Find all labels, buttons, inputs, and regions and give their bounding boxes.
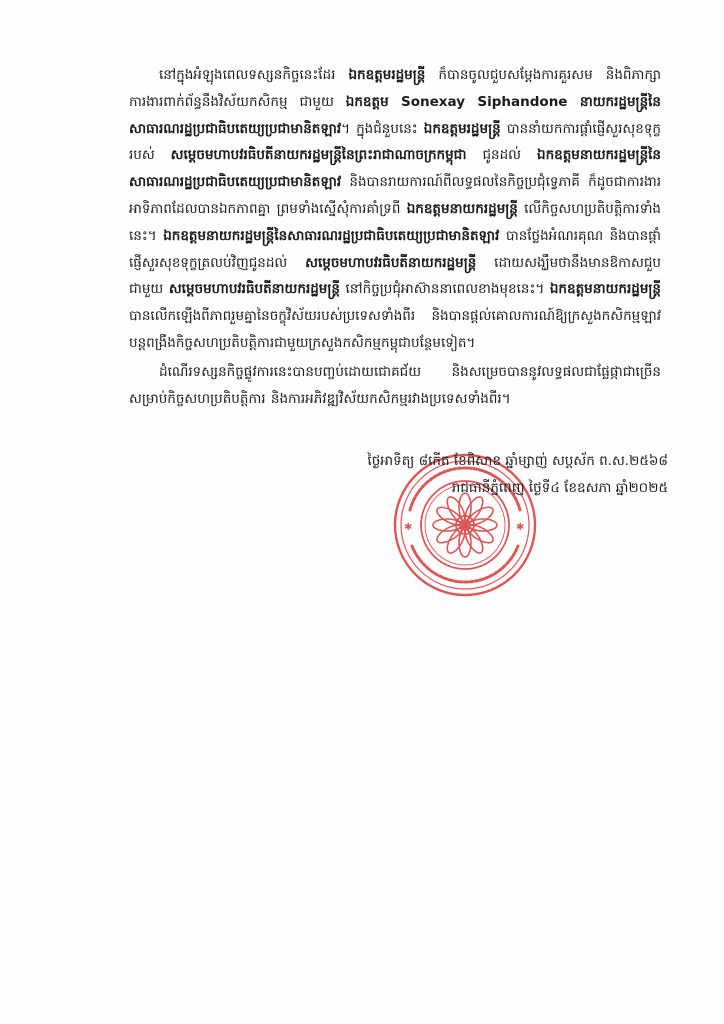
text-run: នៅក្នុងអំឡុងពេលទស្សនកិច្ចនេះដែរ bbox=[159, 67, 349, 83]
bold-text-run: ឯកឧត្តមរដ្ឋមន្ត្រី bbox=[348, 67, 426, 83]
text-run: ជូនដល់ bbox=[466, 147, 537, 164]
bold-text-run: ឯកឧត្តមនាយករដ្ឋមន្ត្រីនៃសាធារណរដ្ឋប្រជាធិបតេយ្យប្រជាមានិតឡាវ bbox=[163, 227, 500, 244]
paragraph-1 bbox=[129, 62, 661, 357]
location-solar-date: រាជធានីភ្នំពេញ ថ្ងៃទី៤ ខែឧសភា ឆ្នាំ២០២៥ bbox=[451, 480, 668, 496]
document-body bbox=[129, 62, 661, 412]
text-run: ។ ក្នុងជំនួបនេះ bbox=[341, 120, 424, 137]
paragraph-2: ដំណើរទស្សនកិច្ចផ្លូវការនេះបានបញ្ចប់ដោយជោគជ័យ និងសម្រេចបាននូវលទ្ធផលជាផ្លែផ្កាជាច្រើនសម្រាប់កិច្ចសហប្រតិបត្តិការ និងការអភិវឌ្ឍវិស័យកសិកម្មរវាងប្រទេសទាំងពីរ។ bbox=[129, 363, 661, 407]
bold-text-run: សម្តេចមហាបវរធិបតីនាយករដ្ឋមន្ត្រីនៃព្រះរាជាណាចក្រកម្ពុជា bbox=[170, 147, 467, 164]
lunar-date: ថ្ងៃអាទិត្យ ៨កើត ខែពិសាខ ឆ្នាំម្សាញ់ សប្តស័ក ព.ស.២៥៦៨ bbox=[367, 453, 668, 469]
text-run: បានថ្លែងអំណរគុណ និងបានផ្តាំផ្ញើសួរសុខទុក្ខត្រលប់វិញជូនដល់ bbox=[129, 227, 661, 271]
bold-text-run: សម្តេចមហាបវរធិបតីនាយករដ្ឋមន្ត្រី bbox=[305, 254, 477, 271]
text-run: និងបានរាយការណ៍ពីលទ្ធផលនៃកិច្ចប្រជុំទ្វេភាគី ក៏ដូចជាការងារអាទិភាពដែលបានឯកភាពគ្នា ព្រមទាំងស្នើសុំការគាំទ្រពី bbox=[129, 174, 661, 217]
bold-text-run: ឯកឧត្តមនាយករដ្ឋមន្ត្រី bbox=[406, 200, 518, 217]
text-run: បាននាំយកការផ្តាំផ្ញើសួរសុខទុក្ខរបស់ bbox=[129, 120, 661, 164]
text-run: លើកិច្ចសហប្រតិបត្តិការទាំងនេះ។ bbox=[129, 200, 661, 244]
date-block bbox=[367, 448, 668, 502]
svg-text:✱: ✱ bbox=[516, 522, 525, 533]
bold-text-run: ឯកឧត្តមនាយករដ្ឋមន្ត្រី bbox=[549, 281, 661, 298]
bold-text-run: សម្តេចមហាបវរធិបតីនាយករដ្ឋមន្ត្រី bbox=[168, 281, 340, 298]
bold-text-run: ឯកឧត្តម Sonexay Siphandone នាយករដ្ឋមន្ត្រីនៃសាធារណរដ្ឋប្រជាធិបតេយ្យប្រជាមានិតឡាវ bbox=[129, 93, 661, 137]
text-run: ដោយសង្ឃឹមថានឹងមានឱកាសជួបជាមួយ bbox=[129, 254, 661, 298]
bold-text-run: ឯកឧត្តមនាយករដ្ឋមន្ត្រីនៃសាធារណរដ្ឋប្រជាធិបតេយ្យប្រជាមានិតឡាវ bbox=[129, 147, 661, 191]
bold-text-run: ឯកឧត្តមរដ្ឋមន្ត្រី bbox=[423, 120, 501, 137]
svg-text:✱: ✱ bbox=[404, 522, 413, 533]
text-run: បានលើកឡើងពីភាពរួមគ្នានៃចក្ខុវិស័យរបស់ប្រទេសទាំងពីរ និងបានផ្តល់គោលការណ៍ឱ្យក្រសួងកសិកម្មឡាវបន្តពង្រឹងកិច្ចសហប្រតិបត្តិការជាមួយក្រសួងកសិកម្មកម្ពុជាបន្ថែមទៀត។ bbox=[129, 308, 661, 351]
text-run: ក៏បានចូលជួបសម្តែងការគួរសម និងពិភាក្សាការងារពាក់ព័ន្ធនឹងវិស័យកសិកម្ម ជាមួយ bbox=[129, 67, 661, 110]
text-run: នៅកិច្ចប្រជុំអាស៊ាននាពេលខាងមុខនេះ។ bbox=[339, 281, 550, 298]
